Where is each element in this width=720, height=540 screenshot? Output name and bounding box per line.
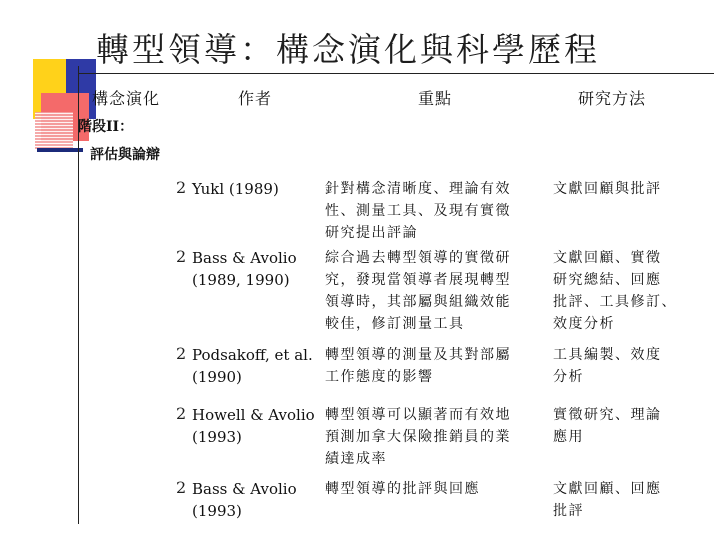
- header-construct-evolution: 構念演化: [92, 89, 161, 108]
- method-cell-line: 文獻回顧與批評: [553, 181, 662, 197]
- focus-cell-line: 綜合過去轉型領導的實徵研: [325, 250, 511, 266]
- focus-cell-line: 性、測量工具、及現有實徵: [325, 203, 511, 219]
- focus-cell-line: 較佳，修訂測量工具: [325, 316, 465, 332]
- focus-cell: [325, 478, 553, 500]
- author-cell: [192, 247, 322, 291]
- method-cell-line: 研究總結、回應: [553, 272, 662, 288]
- author-cell-line: Yukl (1989): [192, 180, 279, 198]
- stage-label: 階段II：: [78, 119, 134, 135]
- method-cell-line: 文獻回顧、回應: [553, 481, 662, 497]
- method-cell: [553, 247, 688, 335]
- focus-cell-line: 領導時，其部屬與組織效能: [325, 294, 511, 310]
- author-cell: [192, 404, 322, 448]
- bullet-marker: 2: [176, 247, 187, 266]
- method-cell-line: 分析: [553, 369, 584, 385]
- method-cell: [553, 344, 688, 388]
- author-cell-line: Bass & Avolio: [192, 480, 297, 498]
- method-cell-line: 批評、工具修訂、: [553, 294, 677, 310]
- header-method: 研究方法: [578, 89, 647, 108]
- focus-cell-line: 工作態度的影響: [325, 369, 434, 385]
- author-cell: [192, 178, 322, 200]
- bullet-marker: 2: [176, 344, 187, 363]
- header-author: 作者: [238, 89, 273, 108]
- focus-cell: [325, 344, 553, 388]
- focus-cell-line: 轉型領導的批評與回應: [325, 481, 480, 497]
- method-cell-line: 文獻回顧、實徵: [553, 250, 662, 266]
- method-cell: [553, 178, 688, 200]
- author-cell: [192, 344, 322, 388]
- author-cell-line: Howell & Avolio: [192, 406, 315, 424]
- author-cell-line: Bass & Avolio: [192, 249, 297, 267]
- focus-cell-line: 研究提出評論: [325, 225, 418, 241]
- focus-cell-line: 轉型領導的測量及其對部屬: [325, 347, 511, 363]
- focus-cell: [325, 178, 553, 244]
- method-cell-line: 效度分析: [553, 316, 615, 332]
- horizontal-rule: [78, 73, 714, 74]
- author-cell-line: Podsakoff, et al.: [192, 346, 313, 364]
- focus-cell-line: 究，發現當領導者展現轉型: [325, 272, 511, 288]
- focus-cell-line: 轉型領導可以顯著而有效地: [325, 407, 511, 423]
- focus-cell-line: 預測加拿大保險推銷員的業: [325, 429, 511, 445]
- focus-cell-line: 針對構念清晰度、理論有效: [325, 181, 511, 197]
- decor-dark-bar: [37, 148, 83, 152]
- method-cell-line: 實徵研究、理論: [553, 407, 662, 423]
- method-cell: [553, 404, 688, 448]
- bullet-marker: 2: [176, 478, 187, 497]
- focus-cell: [325, 404, 553, 470]
- method-cell-line: 應用: [553, 429, 584, 445]
- header-focus: 重點: [418, 89, 453, 108]
- stage-sublabel: 評估與論辯: [90, 147, 160, 163]
- author-cell-line: (1990): [192, 368, 242, 386]
- author-cell-line: (1993): [192, 502, 242, 520]
- method-cell-line: 工具編製、效度: [553, 347, 662, 363]
- focus-cell-line: 績達成率: [325, 451, 387, 467]
- method-cell: [553, 478, 688, 522]
- bullet-marker: 2: [176, 404, 187, 423]
- slide-title: 轉型領導：構念演化與科學歷程: [96, 30, 600, 69]
- author-cell-line: (1989, 1990): [192, 271, 290, 289]
- bullet-marker: 2: [176, 178, 187, 197]
- author-cell: [192, 478, 322, 522]
- decor-striped-square: [35, 112, 73, 150]
- author-cell-line: (1993): [192, 428, 242, 446]
- method-cell-line: 批評: [553, 503, 584, 519]
- focus-cell: [325, 247, 553, 335]
